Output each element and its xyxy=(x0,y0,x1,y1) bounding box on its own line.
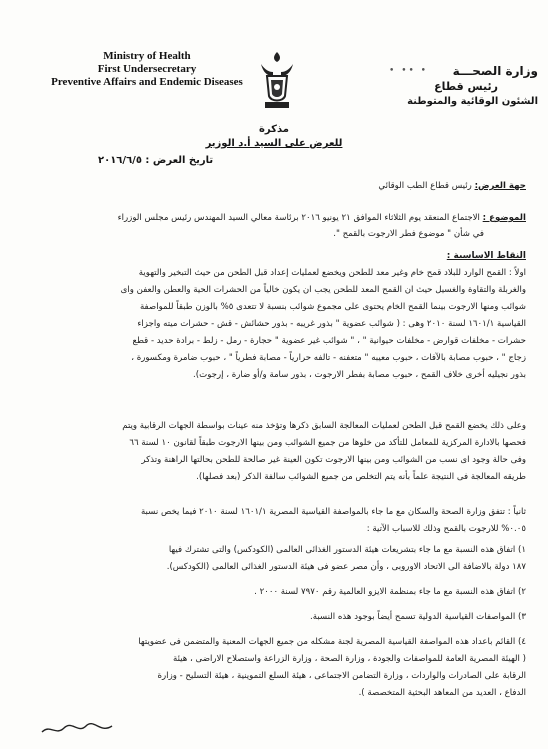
paragraph-second xyxy=(26,504,526,538)
header-en-line-3: Preventive Affairs and Endemic Diseases xyxy=(51,76,243,88)
text-line: وفى حالة وجود اى نسب من الشوائب ومن بينها الارجوت تكون العينة غير صالحة للطحن بحالتها الراهنة وتذكر xyxy=(141,455,526,465)
text-line: ثانياً : تتفق وزارة الصحة والسكان مع ما جاء بالمواصفة القياسية المصرية ١٦٠١/١ لسنة ٢٠١٠ فيما يخص نسبة xyxy=(140,507,526,517)
text-line: ٠.٠٥% للارجوت بالقمح وذلك للاسباب الآتية : xyxy=(366,524,526,534)
list-item xyxy=(26,542,526,576)
text-line: طريقه المعالجة فى النتيجة علماً بأنه يتم التخلص من جميع الشوائب سالفة الذكر (بعد فصلها). xyxy=(196,472,526,482)
from-field xyxy=(26,178,526,195)
text-line: بذور نجيليه أخرى خلاف القمح ، حبوب مصابة بفطر الارجوت ، بذور سامة و/أو ضارة ، إرجوت). xyxy=(193,370,526,380)
header-ar-line-2: رئيس قطاع xyxy=(434,80,498,93)
text-line: وعلى ذلك يخضع القمح قبل الطحن لعمليات المعالجة السابق ذكرها وتؤخذ منه عينات بواسطة الجهات الرقابية ويتم xyxy=(122,421,526,431)
ministry-emblem-icon xyxy=(255,50,299,114)
list-item xyxy=(26,584,526,601)
presentation-date xyxy=(98,155,213,166)
header-en-line-1: Ministry of Health xyxy=(103,50,191,62)
paragraph-processing xyxy=(26,418,526,486)
text-line: القياسية ١٦٠١/١ لسنة ٢٠١٠ وهى : ( شوائب عضوية " بذور غريبه - بذور حشائش - قش - حشرات ميته واجزاء xyxy=(137,319,526,329)
handwritten-signature-icon xyxy=(40,720,120,738)
text-line: فحصها بالادارة المركزية للمعامل للتأكد من خلوها من جميع الشوائب ومن بينها الارجوت طبقاً لقانون ١٠ لسنة ٦٦ xyxy=(129,438,526,448)
text-line: ١٨٧ دولة بالاضافة الى الاتحاد الاوروبى ، وأن مصر عضو فى هيئة الدستور الغذائى العالمى (الكودكس). xyxy=(166,562,526,572)
header-arabic xyxy=(338,64,538,109)
from-value: رئيس قطاع الطب الوقائي xyxy=(378,181,472,191)
list-item xyxy=(26,634,526,702)
subject-value-2: في شأن " موضوع فطر الارجوت بالقمح ". xyxy=(333,229,484,239)
from-label: جهة العرض: xyxy=(474,181,526,191)
header-english xyxy=(22,50,272,89)
list-item xyxy=(26,609,526,626)
header-en-line-2: First Undersecretary xyxy=(97,63,197,75)
header-ar-line-1: وزارة الصحـــة xyxy=(452,64,538,78)
text-line: ٤) القائم باعداد هذه المواصفة القياسية المصرية لجنة مشكله من جميع الجهات المعنية والمتضمن فى عضويتها xyxy=(138,637,526,647)
subject-field xyxy=(26,210,526,242)
text-line: والغربلة والتقاوة والغسيل حيث ان القمح المعد للطحن يجب ان يكون خالياً من الحشرات الحية والعطن والعفن واى xyxy=(120,285,526,295)
subject-label: الموضوع : xyxy=(482,213,526,223)
date-label: تاريخ العرض : xyxy=(145,155,214,166)
text-line: ٣) المواصفات القياسية الدولية تسمح أيضاً بوجود هذه النسبة. xyxy=(309,612,526,622)
text-line: شوائب ومنها الارجوت بينما القمح الخام يحتوى على مجموع شوائب بنسبة لا تتعدى ٥% بالوزن طبقاً للمواصفة xyxy=(139,302,526,312)
memo-subtitle: للعرض على السيد أ.د الوزير xyxy=(205,138,343,149)
subject-value: الاجتماع المنعقد يوم الثلاثاء الموافق ٢١ يونيو ٢٠١٦ برئاسة معالي السيد المهندس رئيس مجلس الوزراء xyxy=(117,213,480,223)
text-line: حشرات - مخلفات قوارض - مخلفات حيوانية " ، " شوائب غير عضوية " حجارة - رمل - زلط - برادة حديد - قطع xyxy=(132,336,526,346)
header-ar-line-3: الشئون الوقائية والمتوطنة xyxy=(407,96,538,107)
key-points-heading: النقاط الاساسية : xyxy=(446,251,526,261)
text-line: ( الهيئة المصرية العامة للمواصفات والجودة ، وزارة الصحة ، وزارة الزراعة واستصلاح الاراضى ، هيئة xyxy=(172,654,526,664)
text-line: الرقابة على الصادرات والواردات ، وزارة التضامن الاجتماعى ، هيئة السلع التموينية ، هيئة التسليح - وزارة xyxy=(157,671,526,681)
text-line: ٢) اتفاق هذه النسبة مع ما جاء بمنظمة الايزو العالمية رقم ٧٩٧٠ لسنة ٢٠٠٠ . xyxy=(254,587,526,597)
date-value: ٢٠١٦/٦/٥ xyxy=(98,155,142,166)
text-line: اولاً : القمح الوارد للبلاد قمح خام وغير معد للطحن ويخضع لعمليات إعداد قبل الطحن من حيث التبخير والتهوية xyxy=(138,268,526,278)
paragraph-first xyxy=(26,265,526,384)
reasons-list xyxy=(26,542,526,710)
text-line: الدفاع ، العديد من المعاهد البحثية المتخصصة ). xyxy=(358,688,526,698)
text-line: ١) اتفاق هذه النسبة مع ما جاء بتشريعات هيئة الدستور الغذائى العالمى (الكودكس) والتى تشترك فيها xyxy=(168,545,526,555)
memo-title: مذكرة xyxy=(259,124,289,135)
header-dots: • •• • xyxy=(389,66,428,76)
text-line: زجاج " ، حبوب مصابة بالآفات ، حبوب معيبه " متعفنه - تالفه حرارياً - مصابة فطرياً " ، حبوب ضامرة ومكسورة ، xyxy=(131,353,526,363)
